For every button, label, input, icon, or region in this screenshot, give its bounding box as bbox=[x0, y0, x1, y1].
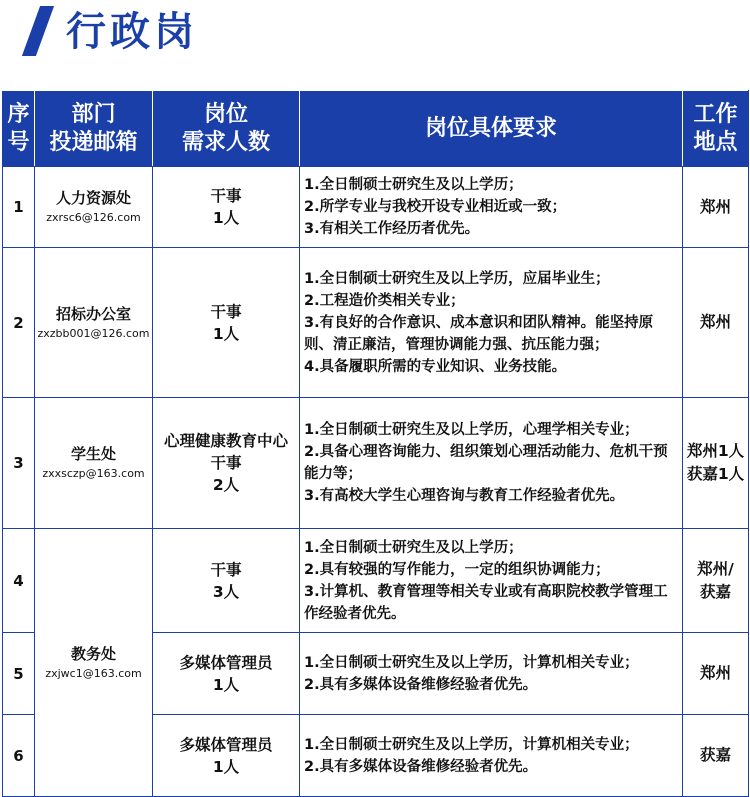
position-cell: 干事 1人 bbox=[153, 167, 300, 248]
row-index: 4 bbox=[3, 529, 35, 633]
table-row bbox=[3, 529, 749, 633]
position-cell: 多媒体管理员 1人 bbox=[153, 715, 300, 797]
slash-decoration bbox=[22, 6, 54, 56]
header-position: 岗位 需求人数 bbox=[153, 91, 300, 167]
dept-name: 学生处 bbox=[70, 445, 116, 463]
dept-name: 招标办公室 bbox=[55, 304, 131, 323]
requirements-cell: 1.全日制硕士研究生及以上学历，心理学相关专业； 2.具备心理咨询能力、组织策划心理活动能力、危机干预能力等； 3.有高校大学生心理咨询与教育工作经验者优先。 bbox=[300, 398, 683, 529]
page-header bbox=[0, 0, 750, 90]
dept-cell bbox=[35, 248, 153, 398]
location-cell: 获嘉 bbox=[683, 715, 749, 797]
table-row bbox=[3, 248, 749, 398]
location-cell: 郑州/ 获嘉 bbox=[683, 529, 749, 633]
table-header-row bbox=[3, 91, 749, 167]
dept-email: zxjwc1@163.com bbox=[45, 666, 142, 680]
job-table bbox=[2, 90, 749, 797]
requirements-cell: 1.全日制硕士研究生及以上学历； 2.具有较强的写作能力，一定的组织协调能力； 3.计算机、教育管理等相关专业或有高职院校教学管理工作经验者优先。 bbox=[300, 529, 683, 633]
header-index: 序 号 bbox=[3, 91, 35, 167]
header-location: 工作 地点 bbox=[683, 91, 749, 167]
position-cell: 干事 3人 bbox=[153, 529, 300, 633]
header-requirements: 岗位具体要求 bbox=[300, 91, 683, 167]
location-cell: 郑州 bbox=[683, 633, 749, 715]
position-cell: 多媒体管理员 1人 bbox=[153, 633, 300, 715]
dept-email: zxxsczp@163.com bbox=[42, 467, 145, 480]
row-index: 5 bbox=[3, 633, 35, 715]
dept-name: 人力资源处 bbox=[55, 189, 131, 207]
location-cell: 郑州 bbox=[683, 248, 749, 398]
table-row bbox=[3, 167, 749, 248]
dept-cell bbox=[35, 398, 153, 529]
dept-cell bbox=[35, 529, 153, 797]
position-cell: 干事 1人 bbox=[153, 248, 300, 398]
location-cell: 郑州 bbox=[683, 167, 749, 248]
header-dept: 部门 投递邮箱 bbox=[35, 91, 153, 167]
requirements-cell: 1.全日制硕士研究生及以上学历，应届毕业生； 2.工程造价类相关专业； 3.有良好的合作意识、成本意识和团队精神。能坚持原则、清正廉洁，管理协调能力强、抗压能力强； 4.具备履职所需的专业知识、业务技能。 bbox=[300, 248, 683, 398]
dept-email: zxzbb001@126.com bbox=[37, 326, 150, 340]
dept-email: zxrsc6@126.com bbox=[46, 211, 141, 224]
position-cell: 心理健康教育中心 干事 2人 bbox=[153, 398, 300, 529]
row-index: 1 bbox=[3, 167, 35, 248]
dept-name: 教务处 bbox=[70, 644, 116, 663]
requirements-cell: 1.全日制硕士研究生及以上学历； 2.所学专业与我校开设专业相近或一致； 3.有相关工作经历者优先。 bbox=[300, 167, 683, 248]
row-index: 6 bbox=[3, 715, 35, 797]
row-index: 2 bbox=[3, 248, 35, 398]
dept-cell bbox=[35, 167, 153, 248]
table-row bbox=[3, 398, 749, 529]
row-index: 3 bbox=[3, 398, 35, 529]
page-title: 行政岗 bbox=[66, 9, 198, 55]
requirements-cell: 1.全日制硕士研究生及以上学历，计算机相关专业； 2.具有多媒体设备维修经验者优先。 bbox=[300, 715, 683, 797]
location-cell: 郑州1人 获嘉1人 bbox=[683, 398, 749, 529]
requirements-cell: 1.全日制硕士研究生及以上学历，计算机相关专业； 2.具有多媒体设备维修经验者优先。 bbox=[300, 633, 683, 715]
